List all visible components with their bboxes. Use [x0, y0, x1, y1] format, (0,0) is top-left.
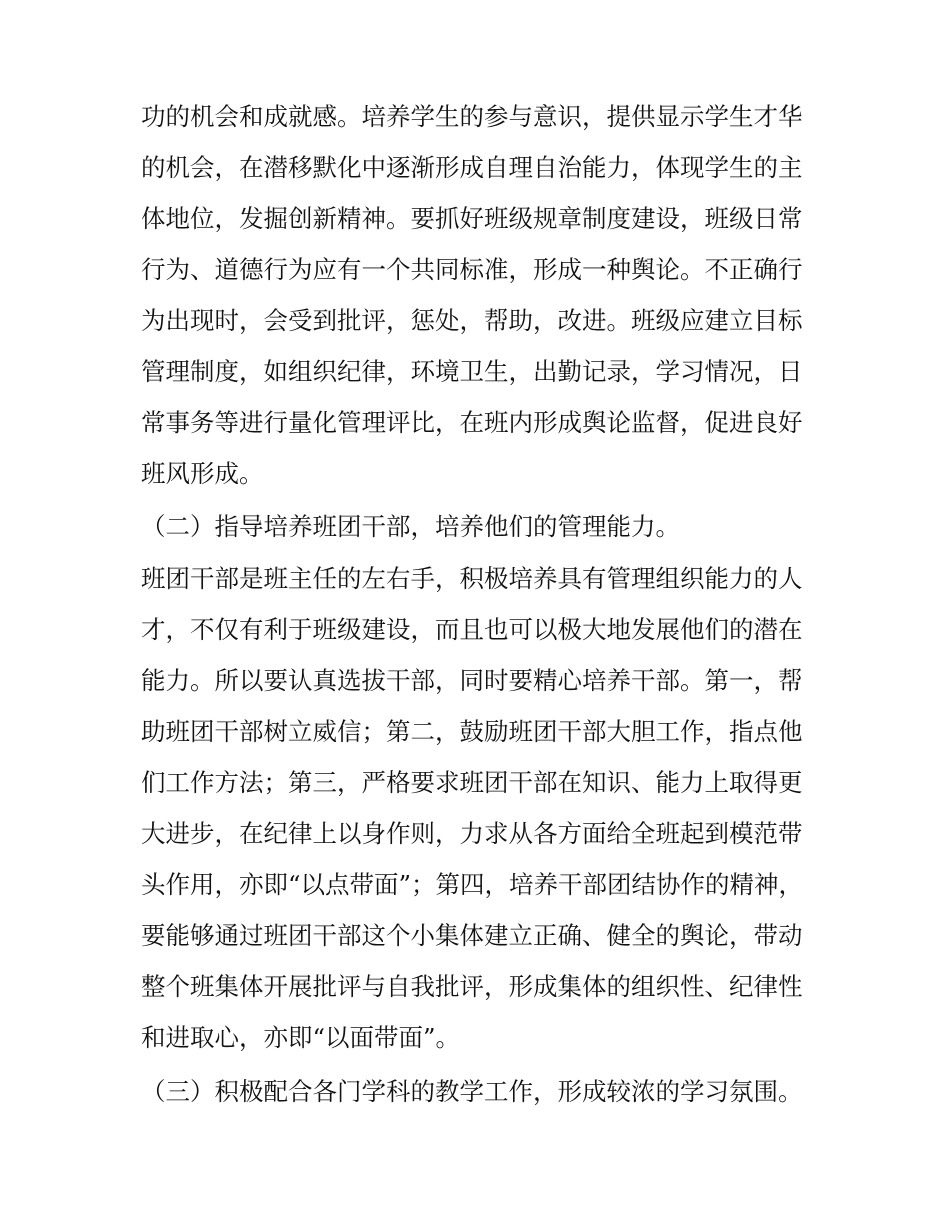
- paragraph-line: 班风形成。: [141, 459, 264, 488]
- section-heading: （三）积极配合各门学科的教学工作，形成较浓的学习氛围。: [141, 1077, 803, 1106]
- paragraph-line: 大进步，在纪律上以身作则，力求从各方面给全班起到模范带: [141, 819, 803, 848]
- paragraph-line: 整个班集体开展批评与自我批评，形成集体的组织性、纪律性: [141, 972, 803, 1001]
- section-heading: （二）指导培养班团干部，培养他们的管理能力。: [141, 512, 680, 541]
- paragraph-line: 常事务等进行量化管理评比，在班内形成舆论监督，促进良好: [141, 408, 803, 437]
- paragraph-line: 班团干部是班主任的左右手，积极培养具有管理组织能力的人: [141, 564, 803, 593]
- paragraph-line: 体地位，发掘创新精神。要抓好班级规章制度建设，班级日常: [141, 204, 803, 233]
- paragraph-line: 助班团干部树立威信；第二，鼓励班团干部大胆工作，指点他: [141, 717, 803, 746]
- paragraph-line: 和进取心，亦即“以面带面”。: [141, 1023, 461, 1052]
- paragraph-line: 的机会，在潜移默化中逐渐形成自理自治能力，体现学生的主: [141, 153, 803, 182]
- paragraph-line: 们工作方法；第三，严格要求班团干部在知识、能力上取得更: [141, 768, 803, 797]
- paragraph-line: 才，不仅有利于班级建设，而且也可以极大地发展他们的潜在: [141, 615, 803, 644]
- paragraph-line: 功的机会和成就感。培养学生的参与意识，提供显示学生才华: [141, 102, 803, 131]
- paragraph-line: 头作用，亦即“以点带面”；第四，培养干部团结协作的精神，: [141, 870, 804, 899]
- paragraph-line: 要能够通过班团干部这个小集体建立正确、健全的舆论，带动: [141, 921, 803, 950]
- paragraph-line: 能力。所以要认真选拔干部，同时要精心培养干部。第一，帮: [141, 666, 803, 695]
- paragraph-line: 为出现时，会受到批评，惩处，帮助，改进。班级应建立目标: [141, 306, 803, 335]
- paragraph-line: 管理制度，如组织纪律，环境卫生，出勤记录，学习情况，日: [141, 357, 803, 386]
- paragraph-line: 行为、道德行为应有一个共同标准，形成一种舆论。不正确行: [141, 255, 803, 284]
